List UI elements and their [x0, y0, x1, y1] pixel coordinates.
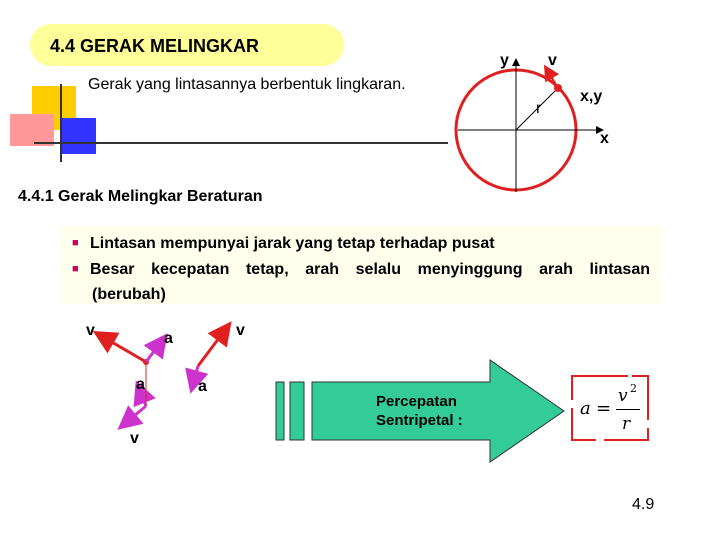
bullet-marker-icon: ■: [72, 237, 79, 249]
label-xy: x,y: [580, 88, 603, 105]
decor-blue-square: [60, 118, 96, 154]
circular-motion-diagram: [440, 40, 640, 210]
arrow-stripe-1: [276, 382, 284, 440]
vector-v-top-right: [198, 326, 228, 366]
page-title: 4.4 GERAK MELINGKAR: [50, 36, 260, 56]
bullet-item-2: ■ Besar kecepatan tetap, arah selalu menyinggung arah lintasan: [72, 256, 650, 283]
label-v-top-right: v: [236, 322, 245, 339]
arrow-stripe-2: [290, 382, 304, 440]
label-a-mid-left: a: [136, 376, 145, 393]
bullet-item-2-continuation: (berubah): [92, 286, 166, 303]
formula-fraction-bar: [616, 409, 640, 410]
page-number: 4.9: [632, 496, 655, 513]
formula-denominator: r: [622, 414, 631, 434]
subtitle: Gerak yang lintasannya berbentuk lingkaran.: [88, 76, 406, 93]
label-r: r: [536, 100, 542, 117]
decor-vertical-line: [60, 84, 62, 162]
centripetal-formula: [574, 378, 644, 438]
formula-numerator: v: [618, 386, 628, 406]
formula-equals: =: [596, 398, 612, 419]
label-y: y: [500, 52, 509, 69]
label-a-mid: a: [198, 378, 207, 395]
bullet-item-1: ■ Lintasan mempunyai jarak yang tetap terhadap pusat: [72, 230, 495, 257]
arrow-label: [376, 392, 463, 430]
label-v: v: [548, 52, 557, 69]
vector-v-bottom: [122, 406, 146, 426]
vector-v-top-left: [98, 334, 146, 362]
formula-exponent: 2: [630, 382, 637, 395]
arrow-label-line-1: Percepatan: [376, 393, 457, 410]
section-heading: 4.4.1 Gerak Melingkar Beraturan: [18, 188, 263, 205]
label-v-bottom: v: [130, 430, 139, 447]
label-v-top-left: v: [86, 322, 95, 339]
formula-lhs: a: [580, 398, 591, 419]
label-a-top: a: [164, 330, 173, 347]
bullet-marker-icon: ■: [72, 263, 79, 275]
arrow-label-line-2: Sentripetal :: [376, 412, 463, 429]
vector-a-top: [146, 338, 164, 362]
label-x: x: [600, 130, 609, 147]
decor-horizontal-line: [34, 142, 448, 144]
